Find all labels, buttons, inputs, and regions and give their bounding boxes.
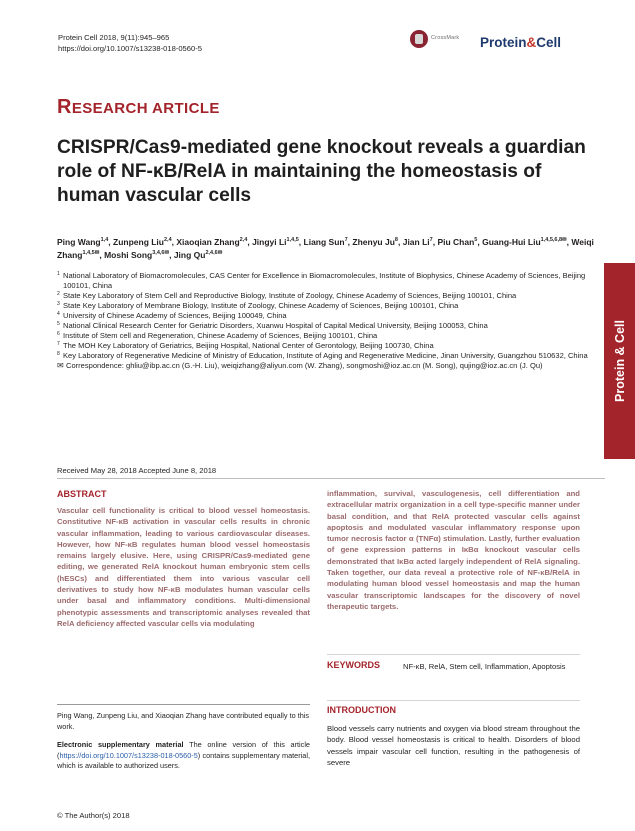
abstract-heading: ABSTRACT <box>57 489 107 499</box>
author <box>403 237 433 247</box>
affiliation-text: State Key Laboratory of Stem Cell and Reproductive Biology, Institute of Zoology, Chinese Academy of Sciences, Beijing 100101, China <box>63 291 517 300</box>
affiliation-item <box>57 331 602 341</box>
copyright-notice: © The Author(s) 2018 <box>57 811 130 820</box>
affiliation-item <box>57 301 602 311</box>
author <box>352 237 398 247</box>
author <box>113 237 172 247</box>
keywords-divider <box>327 654 580 655</box>
supplementary-material-note <box>57 740 310 772</box>
author <box>437 237 477 247</box>
affiliation-number: 6 <box>57 331 60 337</box>
affiliation-list <box>57 271 602 371</box>
affiliation-number: 3 <box>57 301 60 307</box>
affiliation-text: National Clinical Research Center for Geriatric Disorders, Xuanwu Hospital of Capital Medical University, Beijing 100053, China <box>63 321 488 330</box>
logo-word-cell: Cell <box>536 35 562 50</box>
author-name: Guang-Hui Liu <box>482 237 541 247</box>
side-tab-label: Protein & Cell <box>612 320 627 402</box>
article-title: CRISPR/Cas9-mediated gene knockout reveals a guardian role of NF-κB/RelA in maintaining the homeostasis of human vascular cells <box>57 137 586 206</box>
article-type-rest: ESEARCH ARTICLE <box>71 100 220 117</box>
author-affiliation-sup: 8 <box>394 237 398 244</box>
crossmark-label: CrossMark <box>431 35 460 41</box>
affiliation-text: University of Chinese Academy of Sciences, Beijing 100049, China <box>63 311 287 320</box>
author-name: Ping Wang <box>57 237 101 247</box>
author-name: Jing Qu <box>173 250 206 260</box>
affiliation-item <box>57 311 602 321</box>
equal-contribution-note: Ping Wang, Zunpeng Liu, and Xiaoqian Zhang have contributed equally to this work. <box>57 711 310 731</box>
logo-ampersand: & <box>526 35 537 50</box>
affiliation-item <box>57 351 602 361</box>
esm-pre: The online version of this article ( <box>57 740 310 760</box>
introduction-divider <box>327 700 580 701</box>
affiliation-item <box>57 271 602 291</box>
introduction-heading: INTRODUCTION <box>327 705 396 715</box>
author <box>104 250 169 260</box>
affiliation-number: 8 <box>57 351 60 357</box>
affiliation-number: 7 <box>57 341 60 347</box>
author-name: Zunpeng Liu <box>113 237 164 247</box>
author <box>174 250 222 260</box>
doi-text[interactable]: https://doi.org/10.1007/s13238-018-0560-5 <box>58 44 202 53</box>
affiliation-text: Correspondence: ghliu@ibp.ac.cn (G.-H. Liu), weiqizhang@aliyun.com (W. Zhang), songmoshi@ioz.ac.cn (M. Song), qujing@ioz.ac.cn (J. Qu) <box>66 361 543 370</box>
affiliation-item <box>57 321 602 331</box>
keywords-text: NF-κB, RelA, Stem cell, Inflammation, Apoptosis <box>403 662 566 671</box>
esm-link[interactable]: https://doi.org/10.1007/s13238-018-0560-5 <box>59 750 198 760</box>
affiliation-item <box>57 341 602 351</box>
author-affiliation-sup: 2,4 <box>239 237 248 244</box>
author-name: Piu Chan <box>437 237 475 247</box>
logo-word-protein: Protein <box>480 35 527 50</box>
article-type-initial: R <box>57 96 72 118</box>
author <box>176 237 247 247</box>
author-name: Moshi Song <box>104 250 153 260</box>
affiliation-item <box>57 291 602 301</box>
author-list: Ping Wang$^{1,4}$, Zunpeng Liu$^{2,4}$, Xiaoqian Zhang$^{2,4}$, Jingyi Li$^{1,4,5}$, Liang Sun$^7$, Zhenyu Ju$^8$, Jian Li$^7$, Piu Chan$^5$, Guang-Hui Liu$^{1,4,5,6,8✉}$, Weiqi Zhang$^{1,4,5✉}$, Moshi Song$^{3,4,6✉}$, Jing $Qu^{2,4,6✉}$ <box>57 237 594 260</box>
journal-logo <box>480 35 561 50</box>
abstract-text-right: inflammation, survival, vasculogenesis, cell differentiation and extracellular matrix organization in a cell type-specific manner under basal condition, and that RelA protected vascular cells against apoptosis and modulated vascular inflammatory response upon tumor necrosis factor α (TNFα) stimulation. Lastly, further evaluation of gene expression patterns in IκBα knockout vascular cells demonstrated that IκBα acted largely independent of RelA signaling. Taken together, our data reveal a protective role of NF-κB/RelA in modulating human blood vessel homeostasis and map the human vascular transcriptomic landscapes for the discovery of novel therapeutic targets. <box>327 489 580 611</box>
affiliation-text: Institute of Stem cell and Regeneration, Chinese Academy of Sciences, Beijing 100101, China <box>63 331 378 340</box>
esm-post: ) contains supplementary material, which is available to authorized users. <box>57 750 310 770</box>
journal-side-tab <box>604 263 635 459</box>
author-name: Zhenyu Ju <box>352 237 395 247</box>
author-name: Jingyi Li <box>252 237 287 247</box>
author-affiliation-sup: 5 <box>474 237 478 244</box>
author-name: Weiqi Zhang <box>57 237 594 260</box>
author-affiliation-sup: 2,4,6✉ <box>205 250 223 257</box>
article-type <box>57 96 220 119</box>
esm-label: Electronic supplementary material <box>57 740 184 749</box>
author-affiliation-sup: 1,4,5,6,8✉ <box>540 237 567 244</box>
header-divider <box>57 478 605 479</box>
affiliation-number: 5 <box>57 321 60 327</box>
affiliation-item <box>57 361 602 371</box>
journal-citation <box>58 32 202 54</box>
author <box>482 237 567 247</box>
abstract-text-left: Vascular cell functionality is critical to blood vessel homeostasis. Constitutive NF-κB activation in vascular cells results in chronic vascular inflammation, leading to various cardiovascular diseases. However, how NF-κB regulates human blood vessel homeostasis remains largely elusive. Here, using CRISPR/Cas9-mediated gene editing, we generated RelA knockout human embryonic stem cells (hESCs) and differentiated them into various vascular cell derivatives to study how NF-κB modulates human vascular cells under basal and inflammatory conditions. Multi-dimensional phenotypic assessments and transcriptomic analyses revealed that RelA deficiency affected vascular cells via modulating <box>57 506 310 628</box>
citation-text: Protein Cell 2018, 9(11):945–965 <box>58 33 170 42</box>
author-affiliation-sup: 3,4,6✉ <box>152 250 170 257</box>
affiliation-number: 2 <box>57 291 60 297</box>
footnote-divider <box>57 704 310 705</box>
author-affiliation-sup: 2,4 <box>164 237 172 244</box>
affiliation-text: The MOH Key Laboratory of Geriatrics, Beijing Hospital, National Center of Gerontology, Beijing 100730, China <box>63 341 434 350</box>
author-name: Jian Li <box>402 237 430 247</box>
envelope-icon: ✉ <box>57 361 64 370</box>
affiliation-text: State Key Laboratory of Membrane Biology, Institute of Zoology, Chinese Academy of Sciences, Beijing 100101, China <box>63 301 459 310</box>
author-affiliation-sup: 7 <box>429 237 433 244</box>
crossmark-badge[interactable] <box>410 30 470 50</box>
author-name: Xiaoqian Zhang <box>176 237 240 247</box>
crossmark-icon <box>410 30 428 48</box>
affiliation-text: National Laboratory of Biomacromolecules, CAS Center for Excellence in Biomacromolecules, Institute of Biophysics, Chinese Academy of Sciences, Beijing 100101, China <box>63 271 586 290</box>
affiliation-number: 1 <box>57 271 60 277</box>
author-affiliation-sup: 1,4,5 <box>286 237 299 244</box>
author-affiliation-sup: 7 <box>344 237 348 244</box>
received-accepted-dates: Received May 28, 2018 Accepted June 8, 2018 <box>57 466 217 475</box>
author <box>304 237 348 247</box>
author-affiliation-sup: 1,4 <box>100 237 109 244</box>
author-affiliation-sup: 1,4,5✉ <box>82 250 100 257</box>
author <box>57 237 108 247</box>
affiliation-text: Key Laboratory of Regenerative Medicine of Ministry of Education, Institute of Aging and Regenerative Medicine, Jinan University, Guangzhou 510632, China <box>63 351 588 360</box>
keywords-heading: KEYWORDS <box>327 660 381 670</box>
author-name: Liang Sun <box>303 237 345 247</box>
introduction-text: Blood vessels carry nutrients and oxygen via blood stream throughout the body. Blood vessel homeostasis is critical to health. Disorders of blood vessels impair vascular cell function, resulting in the pathogenesis of severe <box>327 724 580 767</box>
author <box>252 237 299 247</box>
affiliation-number: 4 <box>57 311 60 317</box>
